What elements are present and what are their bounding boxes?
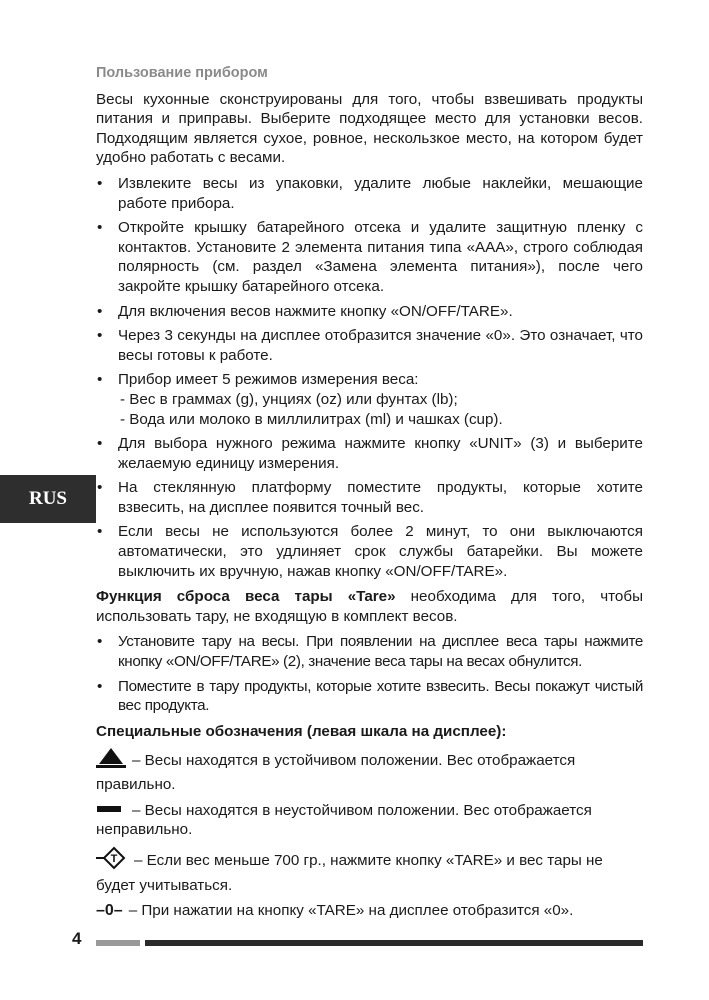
modes-intro: • Прибор имеет 5 режимов измерения веса:: [118, 371, 419, 389]
modes-line: - Вода или молоко в миллилитрах (ml) и чашках (cup).: [120, 410, 503, 428]
footer-rule-grey: [96, 940, 140, 946]
stable-triangle-icon: [96, 747, 126, 775]
tare-symbol-letter: T: [110, 852, 118, 865]
list-item: • Откройте крышку батарейного отсека и удалите защитную пленку с контактов. Установите 2 элемента питания типа «ААА», строго соблюдая полярность (см. раздел «Замена элемента питания»), после чего закройте крышку батарейного отсека.: [96, 218, 643, 296]
tare-title: Функция сброса веса тары «Tare»: [96, 588, 396, 606]
list-item: • Извлеките весы из упаковки, удалите любые наклейки, мешающие работе прибора.: [96, 174, 643, 213]
list-item: • Для выбора нужного режима нажмите кнопку «UNIT» (3) и выберите желаемую единицу измерения.: [96, 434, 643, 473]
language-label: RUS: [28, 488, 67, 509]
language-tab: [0, 475, 96, 523]
modes-line: - Вес в граммах (g), унциях (oz) или фунтах (lb);: [120, 390, 458, 408]
list-item: • На стеклянную платформу поместите продукты, которые хотите взвесить, на дисплее появится точный вес.: [96, 478, 643, 517]
symbol-item-zero: [96, 901, 643, 921]
list-item: • Установите тару на весы. При появлении на дисплее веса тары нажмите кнопку «ON/OFF/TARE» (2), значение веса тары на весах обнулится.: [96, 632, 643, 671]
tare-steps-list: [96, 632, 643, 715]
symbol-text: – Если вес меньше 700 гр., нажмите кнопку «TARE» и вес тары не будет учитываться.: [96, 851, 603, 894]
special-heading: Специальные обозначения (левая шкала на дисплее):: [96, 722, 507, 740]
page-number: 4: [72, 929, 82, 948]
steps-list: [96, 174, 643, 581]
list-item: • Для включения весов нажмите кнопку «ON/OFF/TARE».: [96, 302, 643, 322]
zero-icon: [96, 901, 123, 921]
symbol-text: – При нажатии на кнопку «TARE» на дисплее отобразится «0».: [128, 902, 574, 920]
symbol-item-stable: [96, 747, 643, 794]
intro-paragraph: Весы кухонные сконструированы для того, чтобы взвешивать продукты питания и приправы. Выберите подходящее место для установки весов. Подходящим является сухое, ровное, нескользкое место, на котором будет удобно работать с весами.: [96, 90, 643, 167]
list-item-modes: [96, 370, 643, 429]
footer-rule-dark: [145, 940, 643, 946]
tare-diamond-icon: [96, 846, 128, 876]
symbol-text: – Весы находятся в неустойчивом положении. Вес отображается неправильно.: [96, 801, 592, 839]
list-item: • Поместите в тару продукты, которые хотите взвесить. Весы покажут чистый вес продукта.: [96, 677, 643, 716]
page-content: [96, 64, 643, 927]
zero-symbol: –0–: [96, 902, 123, 920]
symbol-item-unstable: [96, 801, 643, 840]
symbol-text: – Весы находятся в устойчивом положении. Вес отображается правильно.: [96, 752, 576, 793]
symbol-item-tare: [96, 846, 643, 895]
tare-paragraph: [96, 587, 643, 626]
unstable-bar-icon: [96, 801, 126, 821]
list-item: • Через 3 секунды на дисплее отобразится значение «0». Это означает, что весы готовы к работе.: [96, 326, 643, 365]
list-item: • Если весы не используются более 2 минут, то они выключаются автоматически, это удлиняет срок службы батарейки. Вы можете выключить их вручную, нажав кнопку «ON/OFF/TARE».: [96, 522, 643, 581]
section-heading: Пользование прибором: [96, 65, 268, 81]
tare-description: необходима для того, чтобы использовать тару, не входящую в комплект весов.: [96, 588, 643, 625]
